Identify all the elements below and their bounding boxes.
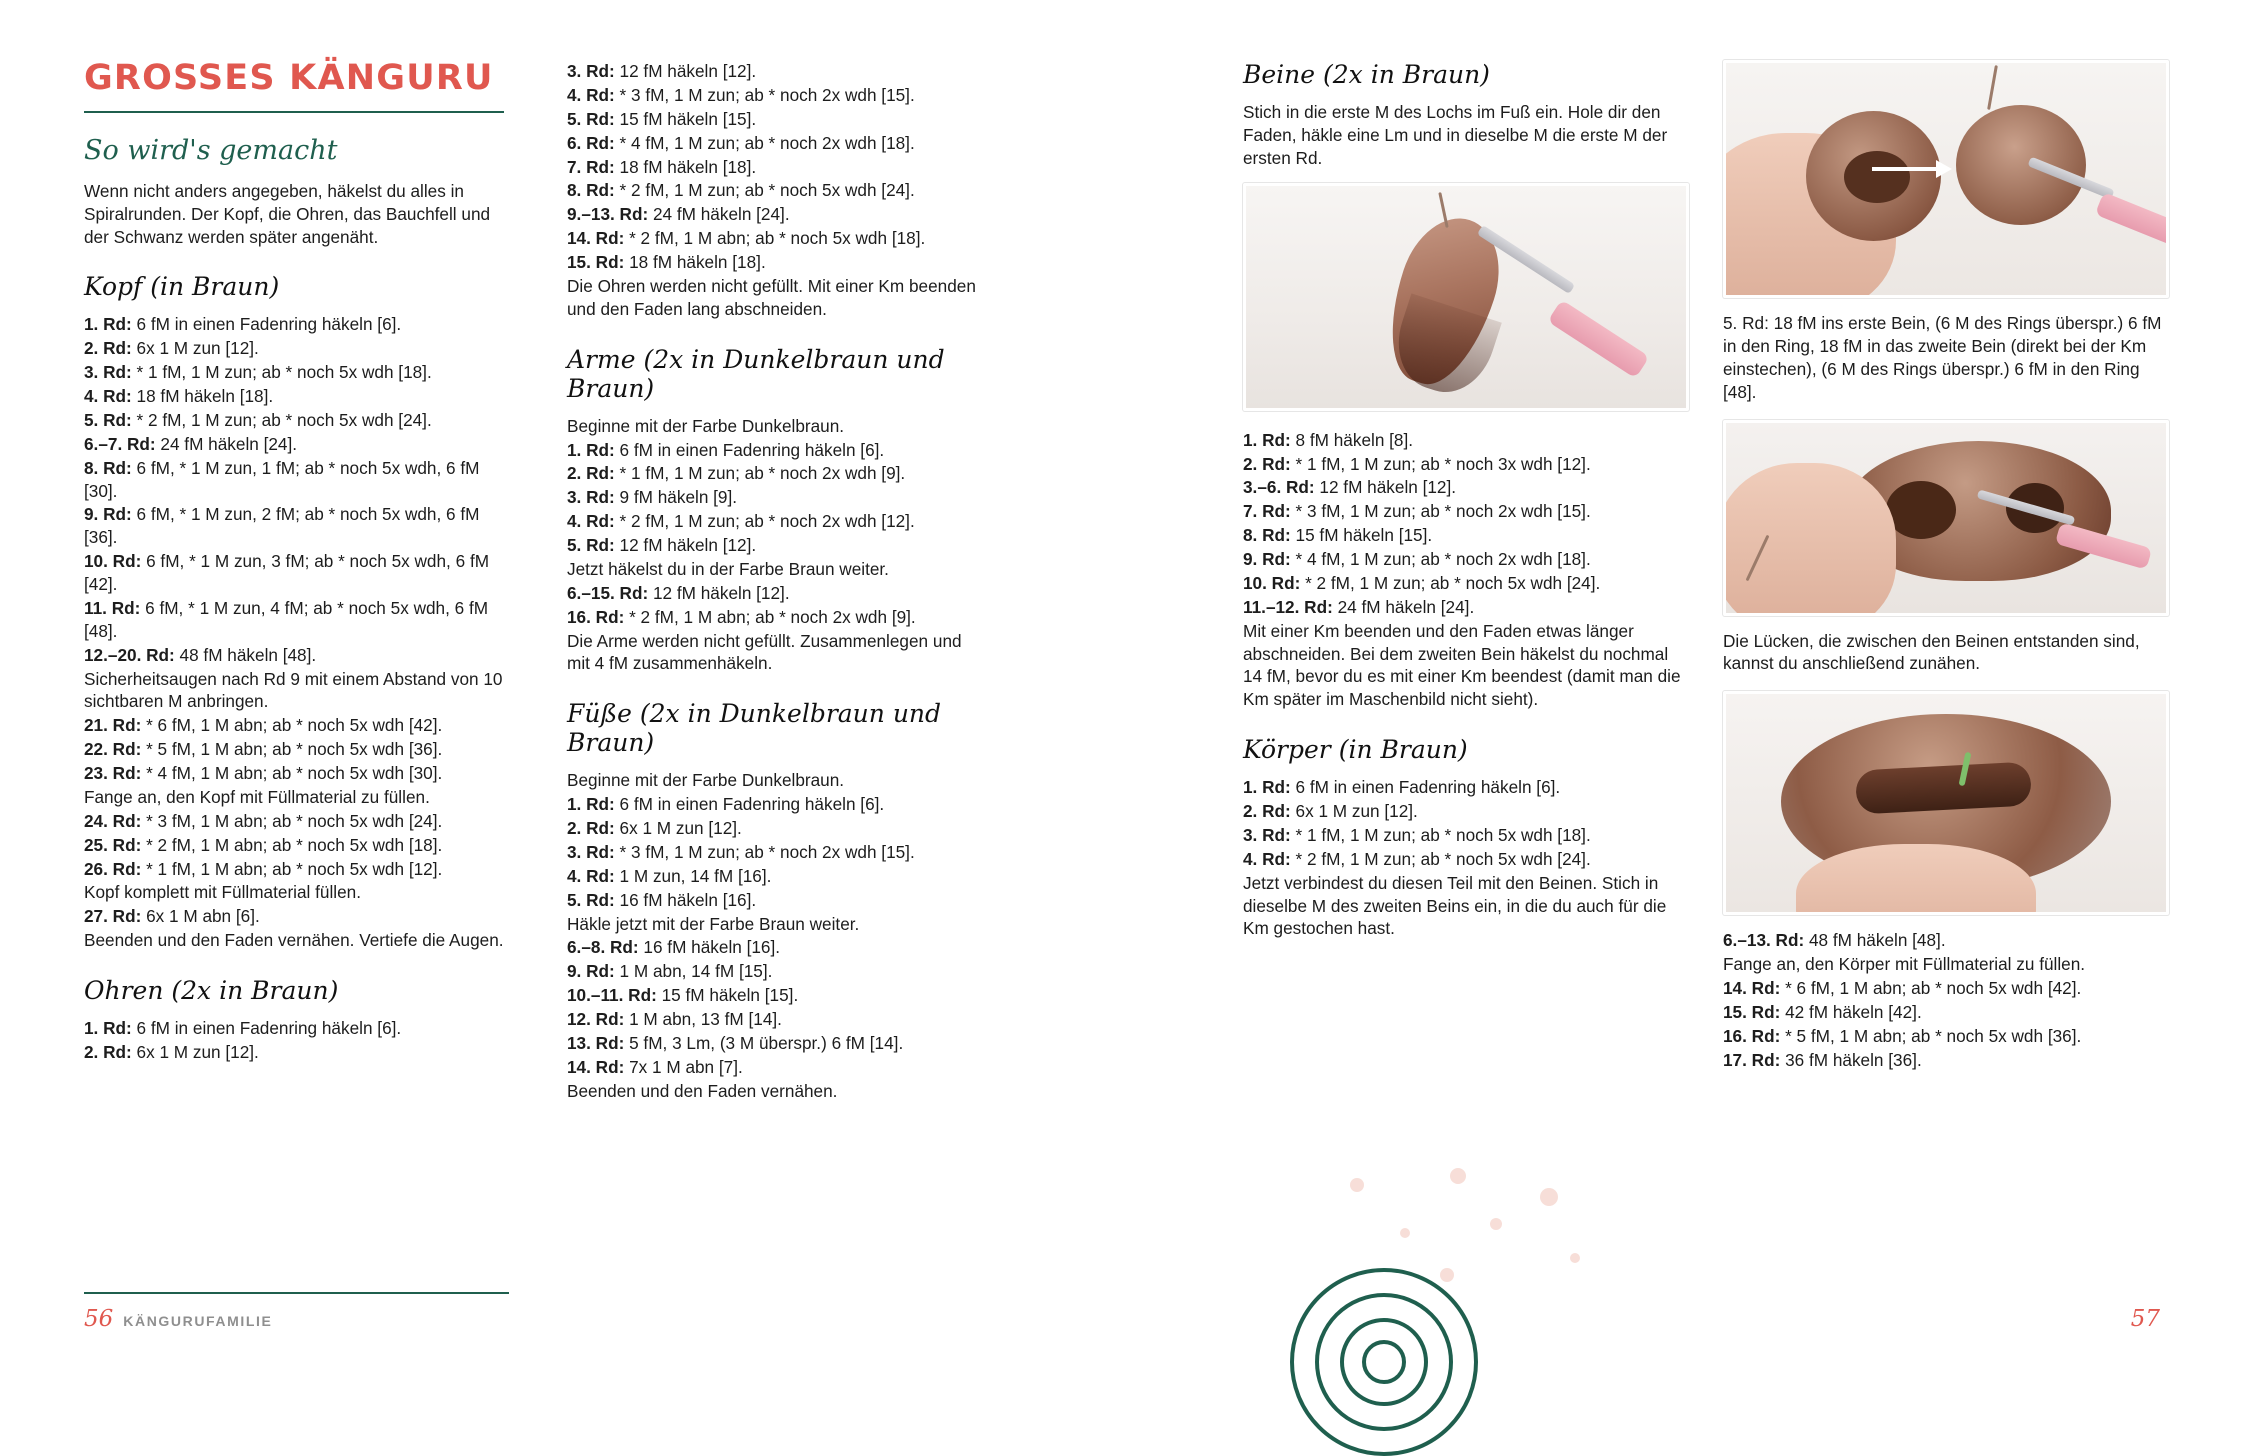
ohren-note: Die Ohren werden nicht gefüllt. Mit einer Km beenden und den Faden lang abschneiden.	[567, 275, 976, 319]
instruction-row: 3. Rd: 9 fM häkeln [9].	[567, 487, 738, 508]
intro-paragraph: Wenn nicht anders angegeben, häkelst du alles in Spiralrunden. Der Kopf, die Ohren, das Bauchfell und der Schwanz werden später angenäht.	[84, 180, 491, 247]
instruction-row: 10. Rd: * 2 fM, 1 M zun; ab * noch 5x wdh [24].	[1243, 572, 1601, 593]
instruction-row: 1. Rd: 6 fM in einen Fadenring häkeln [6].	[84, 1018, 402, 1038]
instruction-row: 9. Rd: 6 fM, * 1 M zun, 2 fM; ab * noch 5x wdh, 6 fM [36].	[84, 504, 480, 548]
hand	[1723, 463, 1896, 616]
section-koerper: Körper (in Braun)	[1243, 735, 1468, 765]
instruction-row: 12. Rd: 1 M abn, 13 fM [14].	[567, 1009, 782, 1029]
instruction-row: 17. Rd: 36 fM häkeln [36].	[1723, 1049, 1922, 1070]
fuesse-intro: Beginne mit der Farbe Dunkelbraun.	[567, 770, 845, 791]
instruction-row: 1. Rd: 6 fM in einen Fadenring häkeln [6].	[84, 314, 402, 335]
koerper-note: Jetzt verbindest du diesen Teil mit den Beinen. Stich in dieselbe M des zweiten Beins ein, in die du auch für die Km gestochen hast.	[1243, 872, 1667, 939]
instruction-row: 6.–7. Rd: 24 fM häkeln [24].	[84, 433, 298, 454]
instruction-row: 10.–11. Rd: 15 fM häkeln [15].	[567, 985, 799, 1006]
instruction-row: 2. Rd: 6x 1 M zun [12].	[1243, 801, 1418, 821]
kopf-note: Fange an, den Kopf mit Füllmaterial zu füllen.	[84, 786, 430, 807]
kopf-note: Beenden und den Faden vernähen. Vertiefe die Augen.	[84, 930, 504, 951]
instruction-row: 7. Rd: 18 fM häkeln [18].	[567, 156, 757, 177]
instruction-row: 1. Rd: 6 fM in einen Fadenring häkeln [6].	[567, 439, 885, 460]
instruction-row: 8. Rd: 15 fM häkeln [15].	[1243, 525, 1433, 546]
arme-note: Jetzt häkelst du in der Farbe Braun weiter.	[567, 558, 889, 579]
instruction-row: 4. Rd: 1 M zun, 14 fM [16].	[567, 865, 772, 886]
koerper-instruction-list-cont	[1723, 929, 2168, 1071]
column-three	[1243, 60, 1688, 941]
fuesse-note: Beenden und den Faden vernähen.	[567, 1080, 838, 1101]
instruction-row: 5. Rd: 16 fM häkeln [16].	[567, 889, 757, 910]
instruction-row: 23. Rd: * 4 fM, 1 M abn; ab * noch 5x wdh [30].	[84, 763, 443, 783]
arme-note: Die Arme werden nicht gefüllt. Zusammenlegen und mit 4 fM zusammenhäkeln.	[567, 630, 962, 674]
instruction-row: 2. Rd: * 1 fM, 1 M zun; ab * noch 2x wdh [9].	[567, 463, 906, 484]
decorative-spiral	[1230, 1248, 1530, 1448]
crochet-leg-left-opening	[1844, 151, 1910, 203]
instruction-row: 14. Rd: * 6 fM, 1 M abn; ab * noch 5x wdh [42].	[1723, 978, 2082, 998]
instruction-row: 2. Rd: 6x 1 M zun [12].	[84, 338, 259, 359]
instruction-row: 1. Rd: 6 fM in einen Fadenring häkeln [6].	[567, 794, 885, 815]
instruction-row: 4. Rd: * 2 fM, 1 M zun; ab * noch 2x wdh [12].	[567, 511, 915, 532]
footer-left	[84, 1306, 272, 1332]
arrow-icon	[1872, 167, 1942, 171]
photo-caption-2: Die Lücken, die zwischen den Beinen entstanden sind, kannst du anschließend zunähen.	[1723, 630, 2140, 674]
photo-beine-haekeln	[1723, 420, 2169, 616]
running-head: KÄNGURUFAMILIE	[123, 1313, 273, 1329]
instruction-row: 14. Rd: 7x 1 M abn [7].	[567, 1056, 743, 1077]
instruction-row: 26. Rd: * 1 fM, 1 M abn; ab * noch 5x wdh [12].	[84, 858, 443, 879]
instruction-row: 5. Rd: 15 fM häkeln [15].	[567, 108, 757, 129]
photo-caption-1: 5. Rd: 18 fM ins erste Bein, (6 M des Rings überspr.) 6 fM in den Ring, 18 fM in das zweite Bein (direkt bei der Km einstechen), (6 M des Rings überspr.) 6 fM in den Ring [48].	[1723, 313, 2162, 402]
instruction-row: 2. Rd: 6x 1 M zun [12].	[84, 1041, 259, 1062]
instruction-row: 5. Rd: 12 fM häkeln [12].	[567, 535, 757, 555]
instruction-row: 4. Rd: * 2 fM, 1 M zun; ab * noch 5x wdh [24].	[1243, 848, 1591, 869]
instruction-row: 8. Rd: 6 fM, * 1 M zun, 1 fM; ab * noch 5x wdh, 6 fM [30].	[84, 457, 480, 501]
instruction-row: 15. Rd: 42 fM häkeln [42].	[1723, 1001, 1922, 1022]
ohren-instruction-list	[84, 1017, 509, 1064]
koerper-instruction-list	[1243, 776, 1688, 940]
instruction-row: 5. Rd: * 2 fM, 1 M zun; ab * noch 5x wdh [24].	[84, 409, 432, 430]
kopf-note: Kopf komplett mit Füllmaterial füllen.	[84, 882, 362, 903]
subtitle: So wird's gemacht	[84, 134, 338, 166]
beine-instruction-list	[1243, 429, 1688, 712]
instruction-row: 4. Rd: * 3 fM, 1 M zun; ab * noch 2x wdh [15].	[567, 84, 915, 105]
instruction-row: 13. Rd: 5 fM, 3 Lm, (3 M überspr.) 6 fM [14].	[567, 1032, 904, 1053]
section-ohren: Ohren (2x in Braun)	[84, 976, 339, 1005]
instruction-row: 22. Rd: * 5 fM, 1 M abn; ab * noch 5x wdh [36].	[84, 739, 443, 760]
instruction-row: 1. Rd: 6 fM in einen Fadenring häkeln [6].	[1243, 777, 1561, 798]
kopf-note: Sicherheitsaugen nach Rd 9 mit einem Abstand von 10 sichtbaren M anbringen.	[84, 668, 503, 712]
beine-intro: Stich in die erste M des Lochs im Fuß ein. Hole dir den Faden, häkle eine Lm und in dieselbe M die erste M der ersten Rd.	[1243, 102, 1668, 168]
instruction-row: 6.–8. Rd: 16 fM häkeln [16].	[567, 937, 781, 958]
page-number-left: 56	[84, 1306, 114, 1332]
instruction-row: 27. Rd: 6x 1 M abn [6].	[84, 906, 260, 927]
section-fuesse: Füße (2x in Dunkelbraun und Braun)	[567, 699, 942, 758]
photo-fuss-haekelnadel	[1243, 183, 1689, 411]
instruction-row: 2. Rd: 6x 1 M zun [12].	[567, 818, 742, 838]
crochet-opening	[1886, 481, 1956, 539]
column-one	[84, 60, 509, 1065]
instruction-row: 6.–13. Rd: 48 fM häkeln [48].	[1723, 930, 1946, 951]
instruction-row: 3. Rd: 12 fM häkeln [12].	[567, 61, 757, 81]
instruction-row: 14. Rd: * 2 fM, 1 M abn; ab * noch 5x wdh [18].	[567, 228, 926, 249]
instruction-row: 15. Rd: 18 fM häkeln [18].	[567, 252, 766, 272]
page-number-right: 57	[2130, 1306, 2160, 1332]
fuesse-note: Häkle jetzt mit der Farbe Braun weiter.	[567, 913, 860, 934]
section-arme: Arme (2x in Dunkelbraun und Braun)	[567, 344, 945, 403]
instruction-row: 16. Rd: * 2 fM, 1 M abn; ab * noch 2x wdh [9].	[567, 606, 916, 627]
instruction-row: 6. Rd: * 4 fM, 1 M zun; ab * noch 2x wdh [18].	[567, 132, 915, 153]
crochet-leg-right	[1956, 105, 2086, 225]
instruction-row: 16. Rd: * 5 fM, 1 M abn; ab * noch 5x wdh [36].	[1723, 1025, 2082, 1046]
footer-divider	[84, 1292, 509, 1294]
instruction-row: 9. Rd: 1 M abn, 14 fM [15].	[567, 961, 773, 982]
arme-intro: Beginne mit der Farbe Dunkelbraun.	[567, 415, 845, 436]
instruction-row: 25. Rd: * 2 fM, 1 M abn; ab * noch 5x wdh [18].	[84, 834, 443, 855]
section-beine: Beine (2x in Braun)	[1243, 60, 1490, 89]
instruction-row: 4. Rd: 18 fM häkeln [18].	[84, 386, 274, 406]
instruction-row: 21. Rd: * 6 fM, 1 M abn; ab * noch 5x wdh [42].	[84, 715, 443, 736]
instruction-row: 3.–6. Rd: 12 fM häkeln [12].	[1243, 477, 1457, 498]
arme-instruction-list	[567, 415, 987, 676]
instruction-row: 8. Rd: * 2 fM, 1 M zun; ab * noch 5x wdh [24].	[567, 180, 915, 201]
title-divider	[84, 111, 504, 113]
instruction-row: 10. Rd: 6 fM, * 1 M zun, 3 fM; ab * noch 5x wdh, 6 fM [42].	[84, 551, 490, 594]
photo-beine-verbinden	[1723, 60, 2169, 298]
instruction-row: 3. Rd: * 3 fM, 1 M zun; ab * noch 2x wdh [15].	[567, 841, 915, 862]
instruction-row: 1. Rd: 8 fM häkeln [8].	[1243, 429, 1414, 450]
instruction-row: 9.–13. Rd: 24 fM häkeln [24].	[567, 204, 790, 225]
instruction-row: 6.–15. Rd: 12 fM häkeln [12].	[567, 582, 790, 603]
instruction-row: 3. Rd: * 1 fM, 1 M zun; ab * noch 5x wdh [18].	[84, 362, 432, 383]
instruction-row: 12.–20. Rd: 48 fM häkeln [48].	[84, 644, 317, 665]
instruction-row: 9. Rd: * 4 fM, 1 M zun; ab * noch 2x wdh [18].	[1243, 549, 1591, 569]
instruction-row: 11. Rd: 6 fM, * 1 M zun, 4 fM; ab * noch 5x wdh, 6 fM [48].	[84, 597, 489, 641]
photo-koerper-luecke	[1723, 691, 2169, 915]
ohren-instruction-list-cont	[567, 60, 987, 321]
section-kopf: Kopf (in Braun)	[84, 272, 280, 302]
column-four	[1723, 60, 2168, 1073]
footer-right	[2131, 1306, 2160, 1332]
instruction-row: 2. Rd: * 1 fM, 1 M zun; ab * noch 3x wdh [12].	[1243, 453, 1591, 474]
arrow-head-icon	[1936, 160, 1952, 178]
instruction-row: 7. Rd: * 3 fM, 1 M zun; ab * noch 2x wdh [15].	[1243, 501, 1591, 522]
fuesse-instruction-list	[567, 769, 987, 1102]
koerper-note: Fange an, den Körper mit Füllmaterial zu füllen.	[1723, 954, 2086, 975]
instruction-row: 24. Rd: * 3 fM, 1 M abn; ab * noch 5x wdh [24].	[84, 810, 443, 831]
instruction-row: 3. Rd: * 1 fM, 1 M zun; ab * noch 5x wdh [18].	[1243, 824, 1591, 845]
instruction-row: 11.–12. Rd: 24 fM häkeln [24].	[1243, 596, 1475, 617]
beine-note: Mit einer Km beenden und den Faden etwas länger abschneiden. Bei dem zweiten Bein häkelst du nochmal 14 fM, bevor du es mit einer Km beendest (damit man die Km später im Maschenbild nicht sieht).	[1243, 620, 1681, 710]
page-title: GROSSES KÄNGURU	[84, 58, 494, 98]
column-two	[567, 60, 987, 1104]
kopf-instruction-list	[84, 313, 509, 952]
